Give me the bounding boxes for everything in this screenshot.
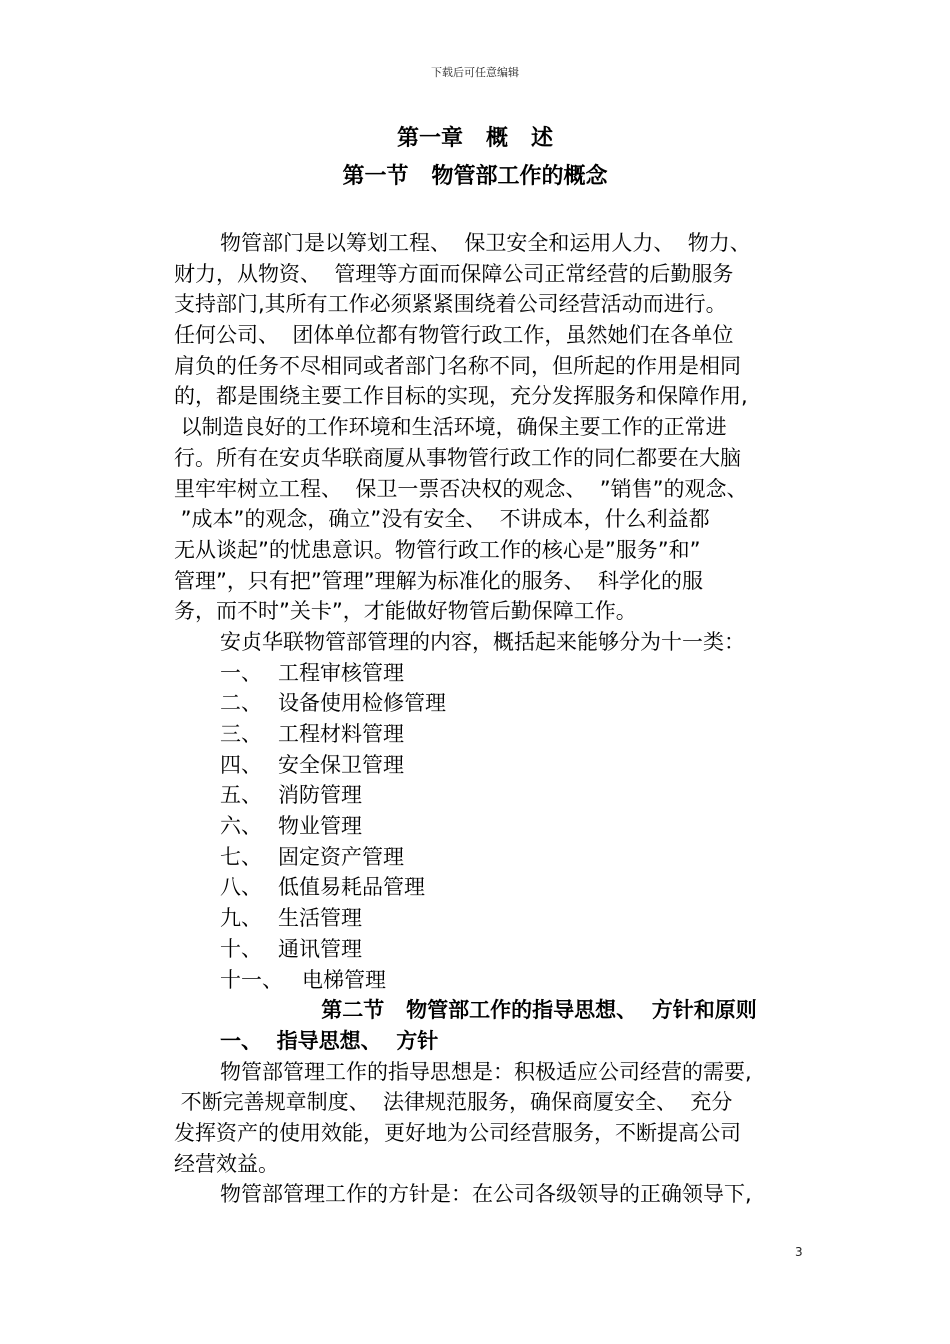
list-item-number: 九、 (220, 906, 262, 931)
list-item-number: 四、 (220, 752, 262, 777)
list-item (174, 780, 814, 811)
list-item (174, 965, 814, 996)
list-item-number: 八、 (220, 875, 262, 900)
list-item-text: 固定资产管理 (278, 844, 404, 869)
section2-subheading: 一、 指导思想、 方针 (220, 1028, 439, 1053)
list-item-text: 通讯管理 (278, 936, 362, 961)
paragraph-line: 物管部管理工作的方针是：在公司各级领导的正确领导下, (220, 1182, 752, 1207)
chapter-title: 第一章 概 述 (397, 126, 553, 151)
page-number: 3 (795, 1245, 803, 1259)
list-item (174, 934, 814, 965)
list-item-text: 物业管理 (278, 814, 362, 839)
paragraph-line: ”成本”的观念，确立”没有安全、 不讲成本，什么利益都 (174, 507, 710, 532)
paragraph-line: 的，都是围绕主要工作目标的实现，充分发挥服务和保障作用, (174, 384, 748, 409)
paragraph-line: 财力，从物资、 管理等方面而保障公司正常经营的后勤服务 (174, 261, 734, 286)
list-item-text: 工程材料管理 (278, 722, 404, 746)
paragraph-line: 经营效益。 (174, 1151, 279, 1176)
paragraph-line: 务，而不时”关卡”，才能做好物管后勤保障工作。 (174, 599, 637, 624)
section2-paragraph (174, 1057, 814, 1180)
paragraph-line: 不断完善规章制度、 法律规范服务，确保商厦安全、 充分 (174, 1090, 733, 1115)
list-item-number: 十一、 (220, 967, 283, 992)
list-item (174, 842, 814, 873)
list-item-text: 生活管理 (278, 906, 362, 931)
section2-title: 第二节 物管部工作的指导思想、 方针和原则 (321, 998, 757, 1023)
paragraph-line: 发挥资产的使用效能，更好地为公司经营服务，不断提高公司 (174, 1120, 741, 1145)
list-item (174, 903, 814, 934)
paragraph-line: 无从谈起”的忧患意识。物管行政工作的核心是”服务”和” (174, 537, 701, 562)
list-item (174, 750, 814, 781)
list-item (174, 658, 814, 689)
list-item-text: 工程审核管理 (278, 660, 404, 685)
list-item (174, 688, 814, 719)
list-item-number: 五、 (220, 783, 262, 808)
paragraph-line: 以制造良好的工作环境和生活环境，确保主要工作的正常进 (174, 415, 727, 440)
list-item-text: 设备使用检修管理 (278, 691, 446, 716)
list-item-text: 电梯管理 (302, 967, 386, 992)
management-category-list (174, 658, 814, 996)
paragraph-line: 肩负的任务不尽相同或者部门名称不同，但所起的作用是相同 (174, 353, 741, 378)
list-item-number: 六、 (220, 814, 262, 839)
paragraph-line: 支持部门,其所有工作必须紧紧围绕着公司经营活动而进行。 (174, 292, 727, 317)
list-item-number: 二、 (220, 691, 262, 716)
list-intro: 安贞华联物管部管理的内容，概括起来能够分为十一类： (220, 629, 745, 654)
list-item (174, 719, 814, 750)
paragraph-line: 行。所有在安贞华联商厦从事物管行政工作的同仁都要在大脑 (174, 445, 741, 470)
list-item (174, 811, 814, 842)
list-item-text: 安全保卫管理 (278, 752, 404, 777)
section1-paragraph (174, 228, 814, 627)
section-title: 第一节 物管部工作的概念 (342, 164, 608, 189)
list-item (174, 872, 814, 903)
list-item-number: 十、 (220, 936, 262, 961)
page-header-note: 下载后可任意编辑 (431, 66, 519, 79)
list-item-number: 一、 (220, 660, 262, 685)
list-item-text: 低值易耗品管理 (278, 875, 425, 900)
document-body (174, 228, 814, 1210)
list-item-text: 消防管理 (278, 783, 362, 808)
paragraph-line: 管理”，只有把”管理”理解为标准化的服务、 科学化的服 (174, 568, 703, 593)
paragraph-line: 物管部管理工作的指导思想是：积极适应公司经营的需要, (220, 1059, 752, 1084)
paragraph-line: 任何公司、 团体单位都有物管行政工作，虽然她们在各单位 (174, 323, 734, 348)
list-item-number: 三、 (220, 722, 262, 746)
paragraph-line: 里牢牢树立工程、 保卫一票否决权的观念、 ”销售”的观念、 (174, 476, 748, 501)
paragraph-line: 物管部门是以筹划工程、 保卫安全和运用人力、 物力、 (220, 231, 751, 255)
list-item-number: 七、 (220, 844, 262, 869)
